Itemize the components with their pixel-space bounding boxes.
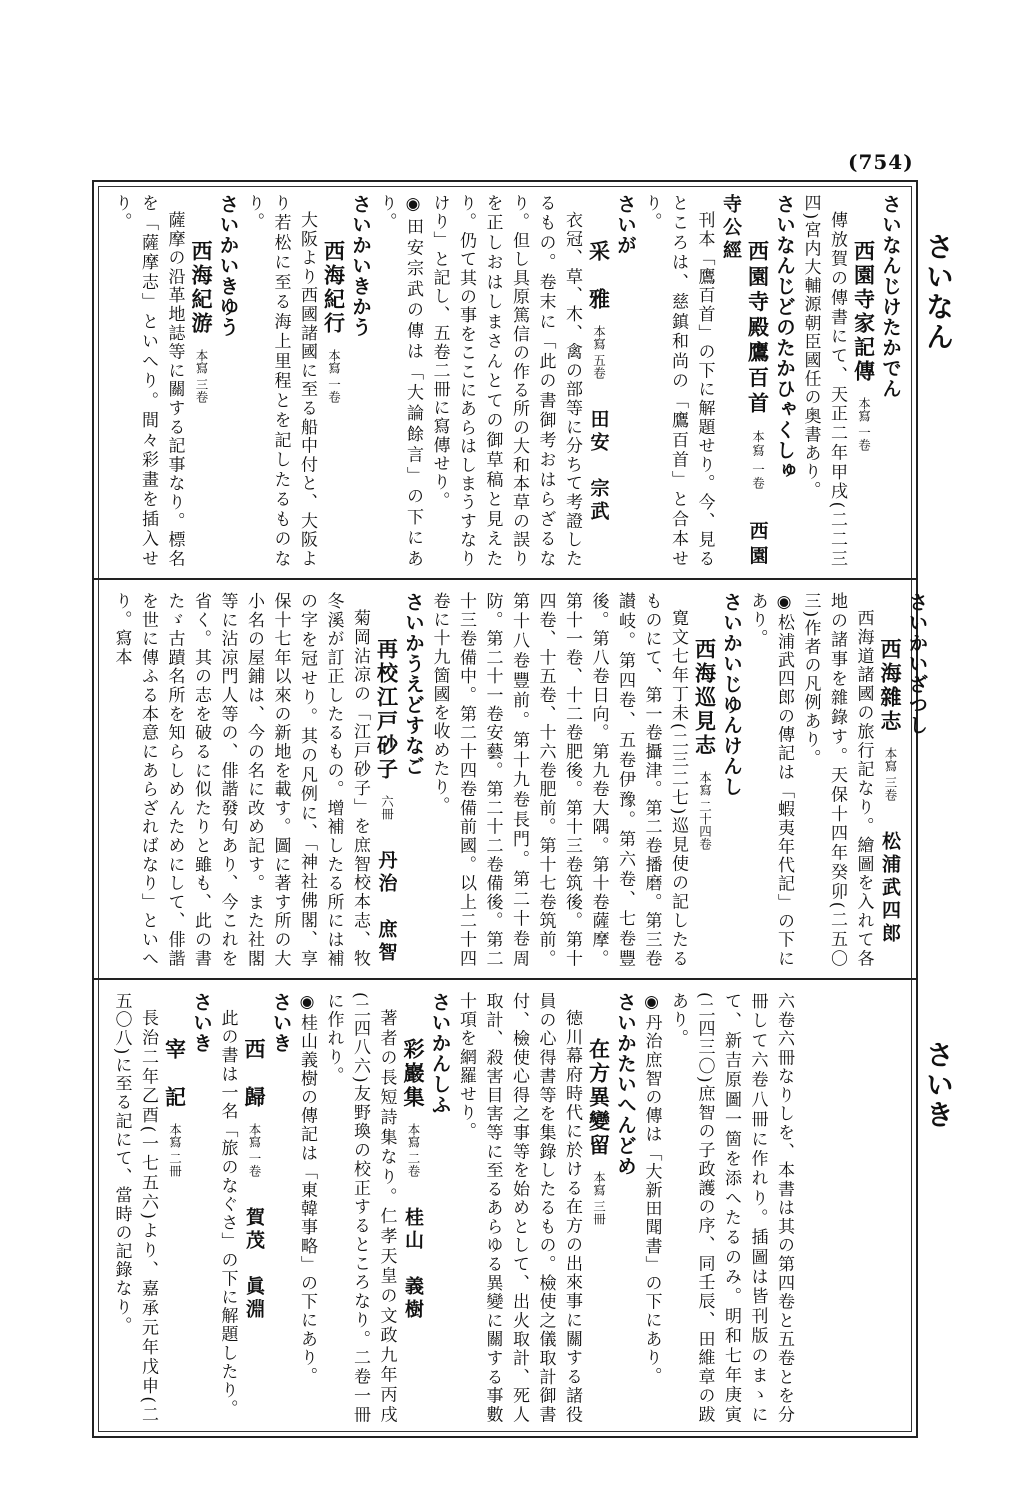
entry xyxy=(426,592,744,968)
entry-volumes: 本寫 二冊 xyxy=(167,1122,183,1177)
entry-title: 西海雜志 xyxy=(878,638,903,735)
entry-title: 宰 記 xyxy=(162,1038,188,1111)
entry-reading: さいなんじどのたかひゃくしゅ xyxy=(773,194,796,481)
entry-title: 西園寺殿鷹百首 xyxy=(745,240,771,418)
entry xyxy=(744,592,930,968)
entry-heading xyxy=(241,992,268,1424)
entry-reading: さいかいじゆんけんし xyxy=(720,592,743,797)
entry-body: 此の書は一名「旅のなぐさ」の下に解題したり。 xyxy=(217,1009,238,1419)
section-bottom xyxy=(104,986,910,1430)
text-column xyxy=(104,188,909,574)
entry-body: 寛文七年丁未(二三二七)巡見使の記したるものにて、第一卷攝津。第二卷播磨。第三卷讃岐。第四卷、五卷伊豫。第六卷、七卷豐後。第八卷日向。第九卷大隅。第十卷薩摩。第十一卷、十二卷肥後。第十三卷筑後。第十四卷、十五卷、十六卷肥前。第十七卷筑前。第十八卷豐前。第十九卷長門。第二十卷周防。第二十一卷安藝。第二十二卷備後。第二十三卷備中。第二十四卷備前國。以上二十四卷に十九箇國を收めたり。 xyxy=(429,592,688,968)
entry-volumes: 本寫 二十四卷 xyxy=(697,770,713,850)
entry-heading xyxy=(585,992,612,1424)
entry-heading xyxy=(691,592,718,968)
entry-title: 西海紀行 xyxy=(321,240,347,337)
entry-author: 松浦武四郎 xyxy=(879,831,901,947)
entry-heading xyxy=(320,194,347,568)
entry xyxy=(108,592,426,968)
entry-note: ◉丹治庶智の傳は「大新田聞書」の下にあり。 xyxy=(641,992,662,1386)
entry-reading: さいかいきかう xyxy=(349,194,372,338)
entry-body: 薩摩の沿革地誌等に關する記事なり。標名を「薩摩志」といへり。間々彩畫を插入せり。 xyxy=(111,194,185,568)
entry-heading xyxy=(400,992,427,1424)
running-head-left: さいき xyxy=(922,1040,955,1130)
entry-author: 田安 宗武 xyxy=(587,409,610,525)
running-head-right: さいなん xyxy=(922,232,955,352)
entry-volumes: 本寫 二卷 xyxy=(406,1122,421,1177)
entry-author: 丹治 庶智 xyxy=(375,850,398,966)
page-number: (754) xyxy=(848,150,914,174)
entry-volumes: 本寫 三卷 xyxy=(194,348,209,403)
entry-heading xyxy=(373,592,400,968)
section-divider-top xyxy=(92,578,918,580)
entry-volumes: 本寫 三卷 xyxy=(883,746,898,801)
entry-body: 長治二年乙酉(一七五六)より、嘉承元年戊申(二五〇八)に至る記にて、當時の記錄なり。 xyxy=(111,992,158,1424)
entry xyxy=(797,194,903,568)
entry-title: 彩巖集 xyxy=(401,1038,426,1111)
entry-heading xyxy=(188,194,215,568)
entry-reading: さいかたいへんどめ xyxy=(614,992,637,1177)
entry-reading: さいが xyxy=(614,194,637,256)
entry-volumes: 本寫 一卷 xyxy=(856,396,872,451)
entry-body: 西海道諸國の旅行記なり。繪圖を入れて各地の諸事を雜錄す。天保十四年癸卯(二五〇三)作者の凡例あり。 xyxy=(800,592,874,968)
entry xyxy=(214,992,294,1424)
text-column xyxy=(104,986,803,1430)
entry-heading xyxy=(850,194,877,568)
entry-title: 再校江戸砂子 xyxy=(374,638,400,783)
entry-body: 衣冠、草、木、禽の部等に分ちて考證したるもの。卷末に「此の書御考おはらざるなり。但し具原篤信の作る所の大和本草の誤りを正しおはしまさんとての御草稿と見えたり。仍て其の事をここにあらはしまうすなりけり」と記し、五卷二冊に寫傳せり。 xyxy=(429,194,582,568)
entry-reading: さいき xyxy=(190,992,213,1054)
entry-body: 刊本「鷹百首」の下に解題せり。今、見るところは、慈鎮和尚の「鷹百首」と合本せり。 xyxy=(641,194,715,568)
entry-body: 傳放賀の傳書にて、天正二年甲戌(二二三四)宮内大輔源朝臣國任の奥書あり。 xyxy=(800,194,847,568)
entry-author: 桂山 義樹 xyxy=(402,1207,424,1323)
entry-continuation xyxy=(638,992,797,1424)
entry-note: ◉松浦武四郎の傳記は「蝦夷年代記」の下にあり。 xyxy=(747,592,794,968)
entry xyxy=(108,194,241,568)
section-divider-bottom xyxy=(92,978,918,980)
entry-volumes: 本寫 三冊 xyxy=(591,1170,607,1225)
entry-heading xyxy=(161,992,188,1424)
entry-heading xyxy=(877,592,904,968)
entry-title: 西園寺家記傳 xyxy=(851,240,877,385)
entry-volumes: 本寫 五卷 xyxy=(591,324,607,379)
entry-title: 采 雅 xyxy=(586,240,612,313)
entry-title: 西 歸 xyxy=(242,1038,267,1111)
entry xyxy=(294,992,453,1424)
entry xyxy=(373,194,638,568)
entry-body: 六卷六冊なりしを、本書は其の第四卷と五卷とを分冊して六卷八冊に作れり。插圖は皆刊版のまゝにて、新吉原圖一箇を添へたるのみ。明和七年庚寅(二四三〇)庶智の子政護の序、同壬辰、田維章の跋あり。 xyxy=(668,992,794,1424)
entry xyxy=(453,992,639,1424)
entry xyxy=(108,992,214,1424)
text-column xyxy=(104,586,936,974)
entry-title: 西海紀游 xyxy=(189,240,214,337)
entry xyxy=(241,194,374,568)
entry-reading: さいかんしふ xyxy=(428,992,452,1115)
entry-note: ◉田安宗武の傳は「大論餘言」の下にあり。 xyxy=(376,194,423,568)
entry-volumes: 本寫 一卷 xyxy=(247,1122,262,1177)
entry-reading: さいき xyxy=(269,992,293,1054)
entry-body: 菊岡沾凉の「江戸砂子」を庶智校本志、牧冬溪が訂正したるもの。增補したる所には補の字を冠せり。其の凡例に、「神社佛閣、享保十七年以來の新地を載す。圖に著す所の大小名の屋鋪は、今の名に改め記す。また社閣等に沾凉門人等の、俳諧發句あり、今これを省く。其の志を破るに似たりと雖も、此の書たゞ古蹟名所を知らしめんためにして、俳諧を世に傳ふる本意にあらざればなり」といへり。寫本 xyxy=(111,592,370,968)
entry-reading: さいかいきゆう xyxy=(216,194,240,338)
entry-volumes: 六冊 xyxy=(379,794,395,820)
entry xyxy=(638,194,797,568)
entry-body: 著者の長短詩集なり。仁孝天皇の文政九年丙戌(二四八六)友野瑍の校正するところなり。二卷一冊に作れり。 xyxy=(323,992,397,1424)
entry-body: 徳川幕府時代に於ける在方の出來事に關する諸役員の心得書等を集錄したるもの。檢使之儀取計御書付、檢使心得之事等を始めとして、出火取計、死人取計、殺害目害等に至るあらゆる異變に關する事數十項を網羅せり。 xyxy=(456,992,582,1424)
entry-heading xyxy=(585,194,612,568)
entry-heading xyxy=(718,194,771,568)
entry-reading: さいかうえどすなご xyxy=(402,592,425,777)
entry-author: 賀茂 眞淵 xyxy=(243,1207,265,1323)
entry-author: 西園寺公經 xyxy=(720,194,769,569)
entry-body: 大阪より西國諸國に至る船中付と、大阪より若松に至る海上里程とを記したるものなり。 xyxy=(244,194,317,568)
entry-title: 在方異變留 xyxy=(586,1038,612,1159)
entry-note: ◉桂山義樹の傳記は「東韓事略」の下にあり。 xyxy=(297,992,317,1386)
entry-volumes: 本寫 一卷 xyxy=(326,348,342,403)
entry-reading: さいなんじけたかでん xyxy=(879,194,902,399)
entry-title: 西海巡見志 xyxy=(692,638,718,759)
entry-reading: さいかいざつし xyxy=(905,592,929,736)
entry-volumes: 本寫 一卷 xyxy=(750,429,766,491)
section-middle xyxy=(104,586,929,974)
section-top xyxy=(104,188,910,574)
